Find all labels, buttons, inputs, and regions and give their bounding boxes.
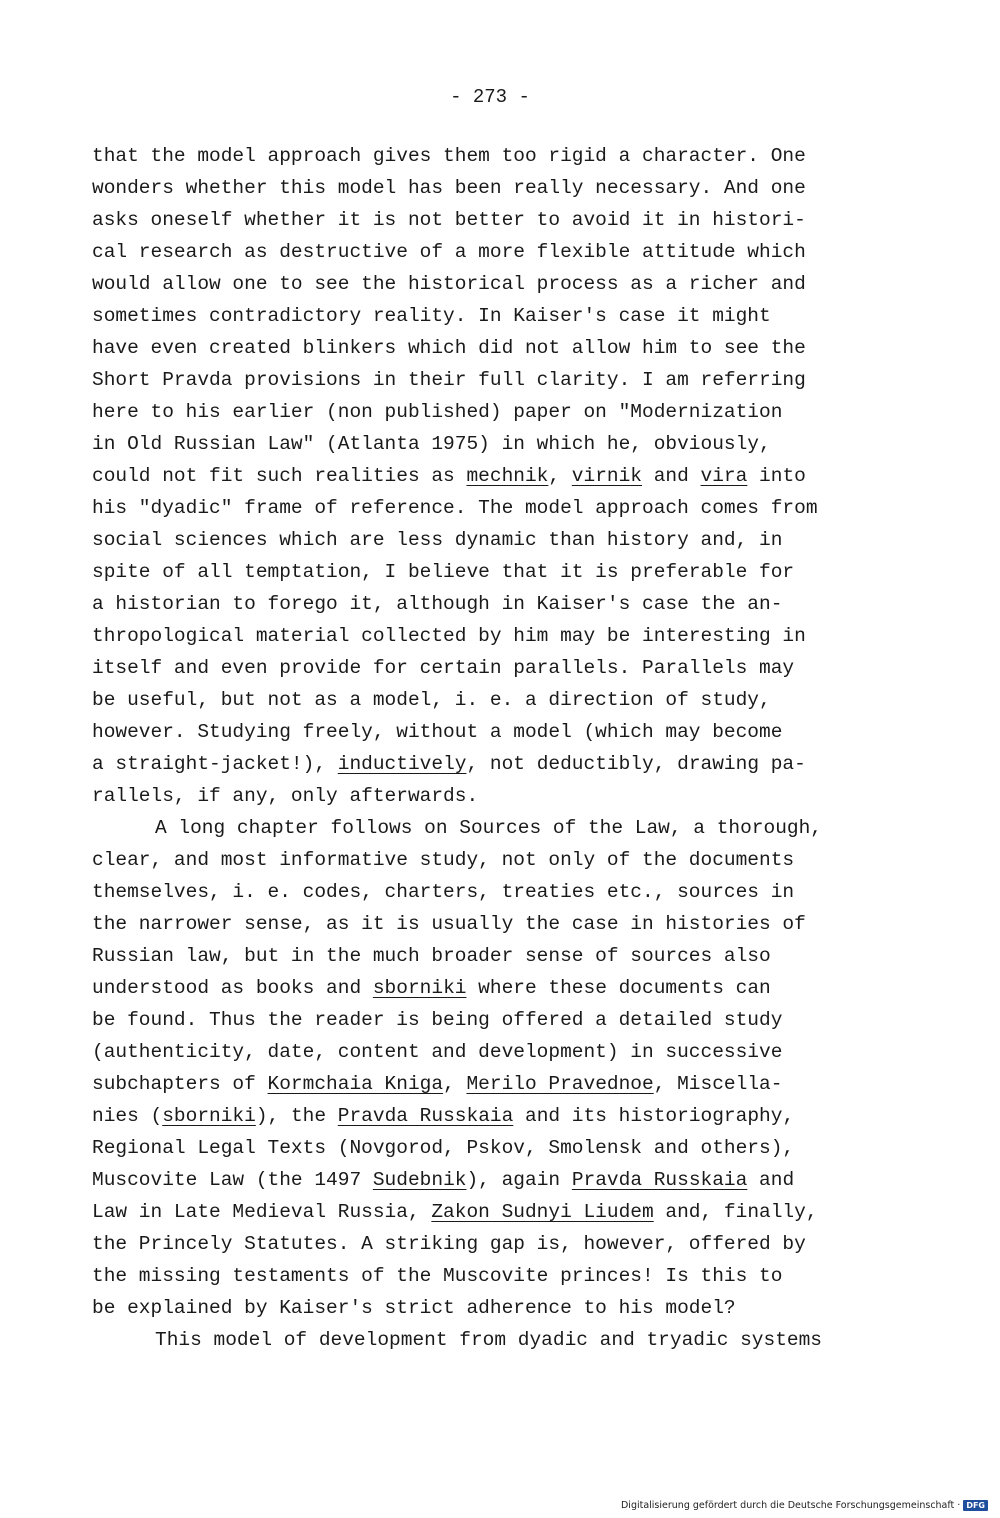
underlined-term: Kormchaia Kniga	[267, 1073, 444, 1095]
text-line	[92, 1132, 952, 1164]
text-line	[92, 300, 952, 332]
text-run: , Miscella-	[653, 1073, 783, 1095]
underlined-term: Zakon Sudnyi Liudem	[431, 1201, 654, 1223]
text-run: be useful, but not as a model, i. e. a direction of study,	[92, 689, 771, 711]
text-run: here to his earlier (non published) paper on "Modernization	[92, 401, 783, 423]
text-line	[92, 1164, 952, 1196]
text-run: themselves, i. e. codes, charters, treaties etc., sources in	[92, 881, 795, 903]
text-run: (authenticity, date, content and development) in successive	[92, 1041, 783, 1063]
text-run: This model of development from dyadic and tryadic systems	[155, 1329, 823, 1351]
text-line	[92, 940, 952, 972]
text-line	[92, 748, 952, 780]
text-run: could not fit such realities as	[92, 465, 467, 487]
text-run: and, finally,	[653, 1201, 818, 1223]
text-line	[92, 812, 952, 844]
text-line	[92, 844, 952, 876]
text-line	[92, 620, 952, 652]
text-line	[92, 1068, 952, 1100]
text-line	[92, 1100, 952, 1132]
text-line	[92, 268, 952, 300]
text-run: nies (	[92, 1105, 163, 1127]
text-run: and its historiography,	[513, 1105, 795, 1127]
text-run: , not deductibly, drawing pa-	[466, 753, 806, 775]
underlined-term: virnik	[571, 465, 643, 487]
text-run: Regional Legal Texts (Novgorod, Pskov, Smolensk and others),	[92, 1137, 795, 1159]
text-run: and	[642, 465, 701, 487]
underlined-term: Merilo Pravednoe	[466, 1073, 654, 1095]
text-run: ,	[443, 1073, 467, 1095]
text-line	[92, 1036, 952, 1068]
text-run: cal research as destructive of a more flexible attitude which	[92, 241, 806, 263]
text-line	[92, 460, 952, 492]
underlined-term: inductively	[337, 753, 467, 775]
text-run: A long chapter follows on Sources of the Law, a thorough,	[155, 817, 823, 839]
text-run: ), the	[255, 1105, 338, 1127]
underlined-term: mechnik	[466, 465, 549, 487]
text-line	[92, 716, 952, 748]
text-run: a historian to forego it, although in Kaiser's case the an-	[92, 593, 783, 615]
paragraph	[92, 1324, 952, 1356]
text-run: thropological material collected by him may be interesting in	[92, 625, 806, 647]
text-run: a straight-jacket!),	[92, 753, 338, 775]
text-line	[92, 524, 952, 556]
text-line	[92, 492, 952, 524]
text-run: where these documents can	[466, 977, 771, 999]
text-run: Law in Late Medieval Russia,	[92, 1201, 432, 1223]
text-run: Russian law, but in the much broader sense of sources also	[92, 945, 771, 967]
text-line	[92, 908, 952, 940]
text-run: itself and even provide for certain parallels. Parallels may	[92, 657, 795, 679]
text-line	[92, 1324, 952, 1356]
paragraph	[92, 140, 952, 812]
text-run: sometimes contradictory reality. In Kaiser's case it might	[92, 305, 771, 327]
text-run: and	[747, 1169, 795, 1191]
text-run: in Old Russian Law" (Atlanta 1975) in which he, obviously,	[92, 433, 771, 455]
page-number: - 273 -	[450, 86, 530, 108]
text-line	[92, 1004, 952, 1036]
text-run: be explained by Kaiser's strict adherence to his model?	[92, 1297, 736, 1319]
dfg-logo: DFG	[963, 1500, 988, 1511]
text-run: ,	[548, 465, 572, 487]
text-run: Short Pravda provisions in their full clarity. I am referring	[92, 369, 806, 391]
text-run: rallels, if any, only afterwards.	[92, 785, 479, 807]
underlined-term: sborniki	[162, 1105, 256, 1127]
text-run: that the model approach gives them too rigid a character. One	[92, 145, 806, 167]
text-line	[92, 652, 952, 684]
underlined-term: sborniki	[372, 977, 467, 999]
footer-credit	[621, 1500, 988, 1511]
text-line	[92, 364, 952, 396]
text-line	[92, 556, 952, 588]
underlined-term: Pravda Russkaia	[571, 1169, 748, 1191]
body-text	[92, 140, 952, 1356]
text-line	[92, 428, 952, 460]
text-run: have even created blinkers which did not allow him to see the	[92, 337, 806, 359]
text-run: spite of all temptation, I believe that it is preferable for	[92, 561, 795, 583]
footer-text: Digitalisierung gefördert durch die Deutsche Forschungsgemeinschaft ·	[620, 1500, 961, 1511]
text-run: the narrower sense, as it is usually the case in histories of	[92, 913, 806, 935]
text-line	[92, 1260, 952, 1292]
text-run: subchapters of	[92, 1073, 268, 1095]
text-run: ), again	[466, 1169, 572, 1191]
text-run: Muscovite Law (the 1497	[92, 1169, 373, 1191]
text-run: the missing testaments of the Muscovite princes! Is this to	[92, 1265, 783, 1287]
text-line	[92, 972, 952, 1004]
text-line	[92, 1228, 952, 1260]
text-line	[92, 140, 952, 172]
text-run: be found. Thus the reader is being offered a detailed study	[92, 1009, 783, 1031]
text-run: understood as books and	[92, 977, 373, 999]
text-line	[92, 396, 952, 428]
text-run: his "dyadic" frame of reference. The model approach comes from	[92, 497, 818, 519]
underlined-term: vira	[700, 465, 748, 487]
underlined-term: Sudebnik	[372, 1169, 467, 1191]
text-line	[92, 172, 952, 204]
text-run: wonders whether this model has been really necessary. And one	[92, 177, 806, 199]
text-run: social sciences which are less dynamic than history and, in	[92, 529, 783, 551]
text-run: the Princely Statutes. A striking gap is, however, offered by	[92, 1233, 806, 1255]
paragraph	[92, 812, 952, 1324]
underlined-term: Pravda Russkaia	[337, 1105, 514, 1127]
text-run: asks oneself whether it is not better to avoid it in histori-	[92, 209, 806, 231]
text-line	[92, 588, 952, 620]
text-line	[92, 1292, 952, 1324]
text-line	[92, 236, 952, 268]
text-line	[92, 780, 952, 812]
text-line	[92, 204, 952, 236]
text-run: clear, and most informative study, not only of the documents	[92, 849, 795, 871]
text-line	[92, 684, 952, 716]
text-run: however. Studying freely, without a model (which may become	[92, 721, 783, 743]
text-run: into	[747, 465, 806, 487]
text-line	[92, 1196, 952, 1228]
text-line	[92, 876, 952, 908]
text-line	[92, 332, 952, 364]
text-run: would allow one to see the historical process as a richer and	[92, 273, 806, 295]
